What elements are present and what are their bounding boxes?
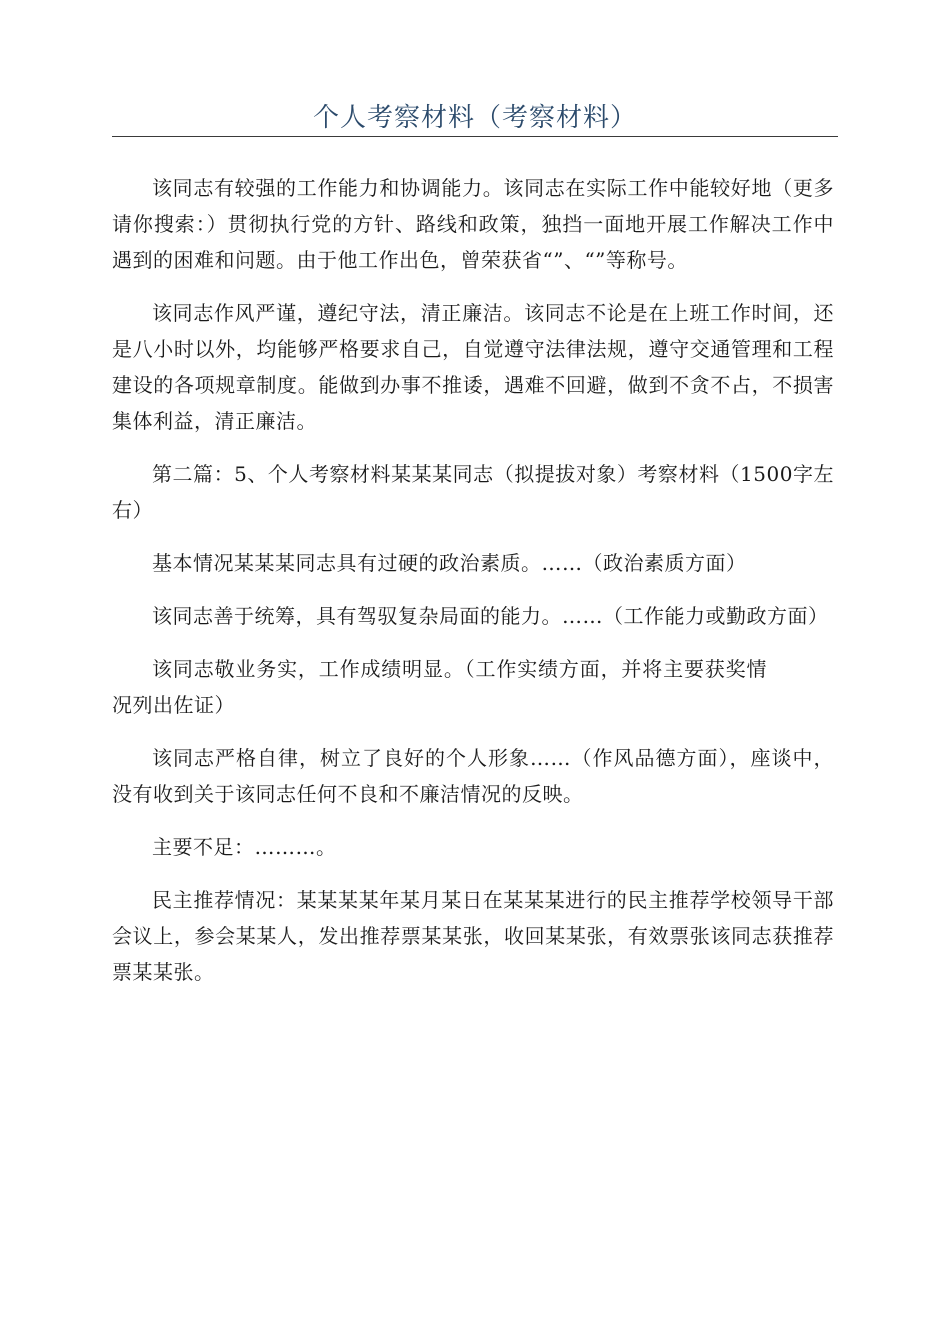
document-title: 个人考察材料（考察材料）: [312, 103, 637, 133]
paragraph-second-article-heading: 第二篇：5、个人考察材料某某某同志（拟提拔对象）考察材料（1500字左右）: [112, 462, 834, 522]
paragraph-self-discipline: 该同志严格自律，树立了良好的个人形象……（作风品德方面），座谈中，没有收到关于该同志任何不良和不廉洁情况的反映。: [112, 746, 834, 806]
title-underline: [112, 136, 838, 137]
document-body: [112, 170, 834, 1007]
paragraph-recommendation: 民主推荐情况：某某某某年某月某日在某某某进行的民主推荐学校领导干部会议上，参会某某人，发出推荐票某某张，收回某某张，有效票张该同志获推荐票某某张。: [112, 888, 834, 984]
paragraph-shortcomings: 主要不足：………。: [152, 835, 337, 859]
paragraph-basic-info: 基本情况某某某同志具有过硬的政治素质。……（政治素质方面）: [152, 551, 747, 575]
paragraph-achievements: 该同志敬业务实，工作成绩明显。（工作实绩方面，并将主要获奖情况列出佐证）: [112, 657, 767, 717]
paragraph-ability: 该同志有较强的工作能力和协调能力。该同志在实际工作中能较好地（更多请你搜索：）贯彻执行党的方针、路线和政策，独挡一面地开展工作解决工作中遇到的困难和问题。由于他工作出色，曾荣获省“”、“”等称号。: [112, 176, 834, 272]
paragraph-conduct: 该同志作风严谨，遵纪守法，清正廉洁。该同志不论是在上班工作时间，还是八小时以外，均能够严格要求自己，自觉遵守法律法规，遵守交通管理和工程建设的各项规章制度。能做到办事不推诿，遇难不回避，做到不贪不占，不损害集体利益，清正廉洁。: [112, 301, 834, 433]
paragraph-coordination: 该同志善于统筹，具有驾驭复杂局面的能力。……（工作能力或勤政方面）: [152, 604, 829, 628]
